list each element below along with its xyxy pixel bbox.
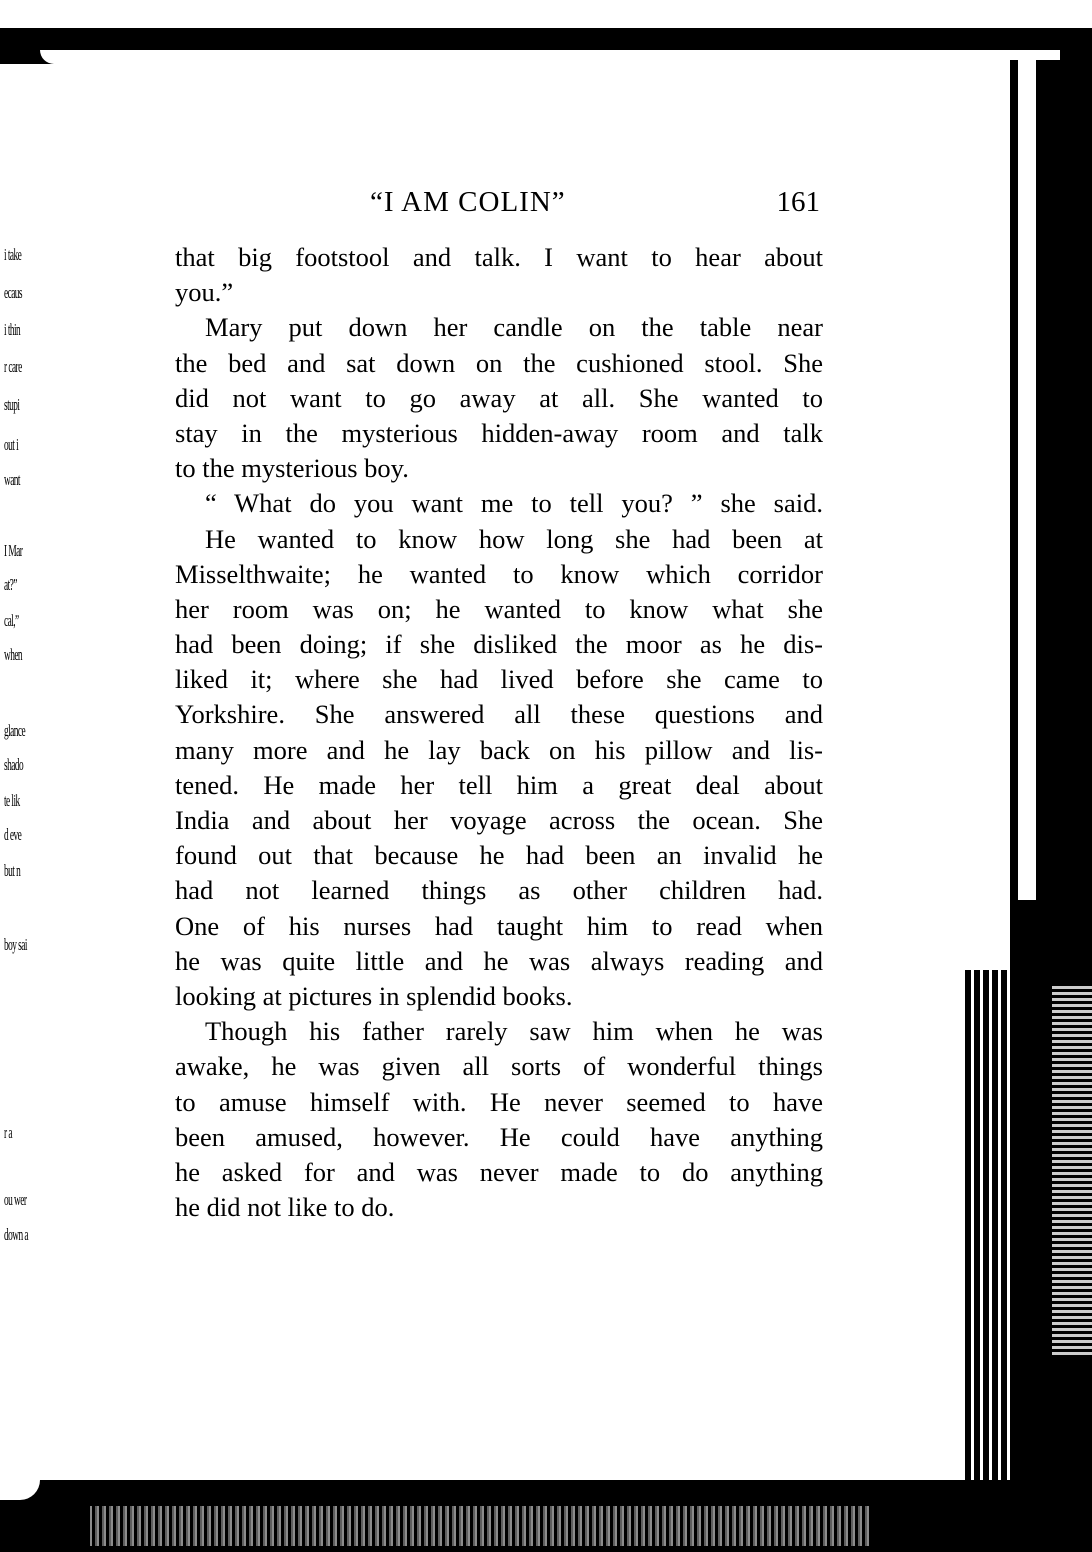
- bleed-fragment: down a: [4, 1225, 28, 1244]
- body-text: [175, 240, 823, 1225]
- bleed-fragment: at?”: [4, 575, 17, 594]
- text-line: stay in the mysterious hidden-away room and talk: [175, 417, 823, 448]
- text-line: the bed and sat down on the cushioned stool. She: [175, 347, 823, 378]
- bleed-fragment: boy sai: [4, 935, 27, 954]
- facing-page-bleed: [0, 245, 80, 1265]
- text-line: he was quite little and he was always reading and: [175, 945, 823, 976]
- bleed-fragment: ecaus: [4, 283, 23, 302]
- text-line: Though his father rarely saw him when he was: [205, 1016, 823, 1047]
- bleed-fragment: out i: [4, 435, 19, 454]
- text-line: liked it; where she had lived before she came to: [175, 664, 823, 695]
- text-line: Yorkshire. She answered all these questions and: [175, 699, 823, 730]
- bleed-fragment: ou wer: [4, 1190, 27, 1209]
- scan-top-border: [0, 28, 1092, 64]
- bleed-fragment: shado: [4, 755, 24, 774]
- running-head: [175, 186, 820, 226]
- bleed-fragment: when: [4, 645, 23, 664]
- text-line: did not want to go away at all. She wanted to: [175, 382, 823, 413]
- bleed-fragment: i take: [4, 245, 22, 264]
- text-line: many more and he lay back on his pillow and lis-: [175, 734, 823, 765]
- text-line: had not learned things as other children had.: [175, 875, 823, 906]
- bleed-fragment: stupi: [4, 395, 20, 414]
- text-line: Mary put down her candle on the table near: [205, 312, 823, 343]
- text-line: you.”: [175, 277, 234, 308]
- bleed-fragment: r a: [4, 1123, 12, 1142]
- scan-bottom-border: [0, 1480, 1092, 1552]
- bleed-fragment: cal,”: [4, 611, 19, 630]
- text-line: One of his nurses had taught him to read when: [175, 910, 823, 941]
- text-line: looking at pictures in splendid books.: [175, 980, 573, 1011]
- text-line: had been doing; if she disliked the moor as he dis-: [175, 629, 823, 660]
- scan-right-border: [1010, 60, 1092, 1552]
- text-line: He wanted to know how long she had been at: [205, 523, 823, 554]
- bleed-fragment: I Mar: [4, 541, 23, 560]
- bleed-fragment: glance: [4, 721, 26, 740]
- text-line: Misselthwaite; he wanted to know which corridor: [175, 558, 823, 589]
- bleed-fragment: but n: [4, 861, 21, 880]
- text-line: to amuse himself with. He never seemed to have: [175, 1086, 823, 1117]
- text-line: her room was on; he wanted to know what she: [175, 593, 823, 624]
- bleed-fragment: want: [4, 470, 20, 489]
- text-line: he did not like to do.: [175, 1192, 395, 1223]
- text-line: been amused, however. He could have anything: [175, 1121, 823, 1152]
- bleed-fragment: d eve: [4, 825, 22, 844]
- page-number: 161: [776, 186, 820, 218]
- text-line: awake, he was given all sorts of wonderful things: [175, 1051, 823, 1082]
- text-line: “ What do you want me to tell you? ” she said.: [205, 488, 823, 519]
- scan-paper-sliver: [1018, 60, 1036, 900]
- scan-page-edges: [965, 970, 1015, 1530]
- text-line: India and about her voyage across the ocean. She: [175, 805, 823, 835]
- bleed-fragment: i thin: [4, 320, 21, 339]
- text-line: he asked for and was never made to do anything: [175, 1156, 823, 1187]
- scan-noise: [90, 1506, 870, 1546]
- chapter-title: “I AM COLIN”: [370, 186, 566, 218]
- scan-speckle: [1052, 985, 1092, 1355]
- text-line: to the mysterious boy.: [175, 453, 409, 484]
- text-line: that big footstool and talk. I want to hear about: [175, 242, 823, 272]
- bleed-fragment: te lik: [4, 791, 20, 810]
- bleed-fragment: r care: [4, 357, 22, 376]
- text-line: tened. He made her tell him a great deal about: [175, 769, 823, 800]
- text-line: found out that because he had been an invalid he: [175, 840, 823, 871]
